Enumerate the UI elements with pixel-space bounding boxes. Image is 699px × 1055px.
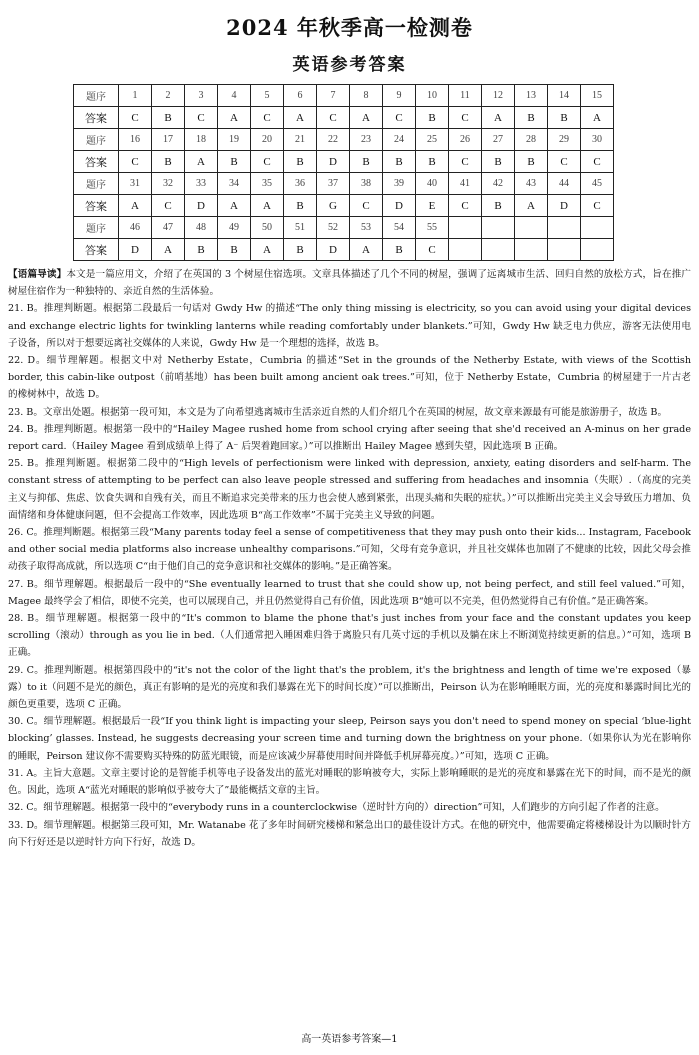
answer-cell: B xyxy=(416,151,449,173)
question-number-cell: 52 xyxy=(317,217,350,239)
answer-cell: C xyxy=(416,239,449,261)
question-number-cell: 43 xyxy=(515,173,548,195)
answer-cell: B xyxy=(152,151,185,173)
question-number-cell: 8 xyxy=(350,85,383,107)
question-label-cell: 题序 xyxy=(74,173,119,195)
answer-row xyxy=(74,239,614,261)
question-number-cell: 41 xyxy=(449,173,482,195)
answer-cell xyxy=(548,239,581,261)
answer-cell: B xyxy=(350,151,383,173)
question-number-cell: 4 xyxy=(218,85,251,107)
answer-cell: A xyxy=(152,239,185,261)
explanation-list xyxy=(8,300,691,851)
answer-cell: B xyxy=(185,239,218,261)
answer-cell: E xyxy=(416,195,449,217)
explanation-item: 23. B。文章出处题。根据第一段可知，本文是为了向希望逃离城市生活亲近自然的人们介绍几个在英国的树屋，故文章来源最有可能是旅游册子，故选 B。 xyxy=(8,406,668,418)
explanation-item: 27. B。细节理解题。根据最后一段中的“She eventually learned to trust that she could show up, not being perfect, and still feel valued.”可知，Magee 最终学会了相信，即使不完美，也可以展现自己，并且仍然觉得自己有价值，因此选项 B“她可以不完美，但仍然觉得自己有价值。”是正确答案。 xyxy=(8,578,691,607)
answer-cell: B xyxy=(218,151,251,173)
answer-cell: B xyxy=(218,239,251,261)
question-number-cell: 36 xyxy=(284,173,317,195)
answer-cell: A xyxy=(251,195,284,217)
question-number-cell: 19 xyxy=(218,129,251,151)
question-number-cell xyxy=(449,217,482,239)
question-number-cell: 33 xyxy=(185,173,218,195)
question-number-cell: 54 xyxy=(383,217,416,239)
explanation-item: 22. D。细节理解题。根据文中对 Netherby Estate，Cumbria 的描述“Set in the grounds of the Netherby Estate, with views of the Scottish border, this cabin-like outpost（前哨基地）has been built among ancient oak trees.”可知，位于 Netherby Estate，Cumbria 的树屋建于一片古老的橡树林中，故选 D。 xyxy=(8,355,691,401)
question-number-cell: 42 xyxy=(482,173,515,195)
question-number-cell: 32 xyxy=(152,173,185,195)
answer-cell: B xyxy=(416,107,449,129)
question-number-cell: 16 xyxy=(119,129,152,151)
question-number-cell: 11 xyxy=(449,85,482,107)
question-number-cell: 53 xyxy=(350,217,383,239)
answer-label-cell: 答案 xyxy=(74,107,119,129)
answer-cell: A xyxy=(482,107,515,129)
question-number-row xyxy=(74,129,614,151)
answer-cell: A xyxy=(581,107,614,129)
answer-cell: B xyxy=(482,195,515,217)
answer-cell: D xyxy=(317,239,350,261)
question-number-cell: 1 xyxy=(119,85,152,107)
question-number-cell: 13 xyxy=(515,85,548,107)
question-number-cell xyxy=(548,217,581,239)
answer-cell: B xyxy=(383,239,416,261)
answer-cell: B xyxy=(284,195,317,217)
question-number-cell: 49 xyxy=(218,217,251,239)
answer-cell xyxy=(449,239,482,261)
question-number-cell: 46 xyxy=(119,217,152,239)
question-number-cell: 30 xyxy=(581,129,614,151)
answer-cell xyxy=(482,239,515,261)
answer-cell: D xyxy=(383,195,416,217)
question-number-cell: 39 xyxy=(383,173,416,195)
answer-cell: C xyxy=(581,195,614,217)
answer-cell: A xyxy=(185,151,218,173)
answer-cell: C xyxy=(251,151,284,173)
question-number-cell: 18 xyxy=(185,129,218,151)
question-number-cell: 51 xyxy=(284,217,317,239)
question-number-cell: 55 xyxy=(416,217,449,239)
question-number-cell: 3 xyxy=(185,85,218,107)
answer-cell: C xyxy=(317,107,350,129)
answer-cell xyxy=(515,239,548,261)
question-label-cell: 题序 xyxy=(74,85,119,107)
question-label-cell: 题序 xyxy=(74,217,119,239)
answer-cell: D xyxy=(185,195,218,217)
answer-cell: C xyxy=(449,195,482,217)
question-number-cell: 38 xyxy=(350,173,383,195)
answer-label-cell: 答案 xyxy=(74,151,119,173)
answer-cell: A xyxy=(515,195,548,217)
question-number-cell: 47 xyxy=(152,217,185,239)
question-number-cell: 23 xyxy=(350,129,383,151)
answer-cell: G xyxy=(317,195,350,217)
question-number-cell: 6 xyxy=(284,85,317,107)
question-number-row xyxy=(74,173,614,195)
question-number-cell xyxy=(515,217,548,239)
page-title: 2024 年秋季高一检测卷 xyxy=(226,15,473,40)
answer-cell: A xyxy=(284,107,317,129)
question-number-cell: 34 xyxy=(218,173,251,195)
answer-explanations xyxy=(8,266,691,851)
question-number-cell: 28 xyxy=(515,129,548,151)
question-number-row xyxy=(74,85,614,107)
question-number-cell: 25 xyxy=(416,129,449,151)
question-number-cell: 21 xyxy=(284,129,317,151)
answer-cell: D xyxy=(317,151,350,173)
question-number-cell: 29 xyxy=(548,129,581,151)
answer-cell: B xyxy=(284,239,317,261)
explanation-item: 25. B。推理判断题。根据第二段中的“High levels of perfectionism were linked with depression, anxiety, eating disorders and self-harm. The constant stress of attempting to be perfect can also leave people stressed and suffering from headaches and insomnia（失眠）.（高度的完美主义与抑郁、焦虑、饮食失调和自残有关，而且不断追求完美带来的压力也会使人感到紧张，出现头痛和失眠的症状。）”可以推断出完美主义会导致压力增加、负面情绪和身体健康问题，但不会提高工作效率，因此选项 B“高工作效率”不属于完美主义导致的问题。 xyxy=(8,458,691,521)
answer-cell: C xyxy=(449,107,482,129)
explanation-item: 21. B。推理判断题。根据第二段最后一句话对 Gwdy Hw 的描述“The only thing missing is electricity, so you can avoid using your digital devices and exchange electric lights for twinkling lanterns while reading comfortably under blankets.”可知，Gwdy Hw 缺乏电力供应，游客无法使用电子设备，所以对于想要远离社交媒体的人来说，Gwdy Hw 是一个理想的选择，故选 B。 xyxy=(8,303,691,349)
page-subtitle: 英语参考答案 xyxy=(292,55,407,75)
answer-cell: C xyxy=(119,107,152,129)
answer-cell: B xyxy=(482,151,515,173)
question-number-cell: 31 xyxy=(119,173,152,195)
answer-cell: C xyxy=(581,151,614,173)
answer-cell: D xyxy=(548,195,581,217)
answer-row xyxy=(74,151,614,173)
question-number-cell: 20 xyxy=(251,129,284,151)
question-number-cell: 45 xyxy=(581,173,614,195)
answer-cell: C xyxy=(185,107,218,129)
question-number-cell: 44 xyxy=(548,173,581,195)
guide-label: 【语篇导读】 xyxy=(8,269,67,280)
answer-row xyxy=(74,195,614,217)
explanation-item: 32. C。细节理解题。根据第一段中的“everybody runs in a counterclockwise（逆时针方向的）direction”可知，人们跑步的方向引起了作者的注意。 xyxy=(8,802,665,814)
explanation-item: 33. D。细节理解题。根据第三段可知，Mr. Watanabe 花了多年时间研究楼梯和紧急出口的最佳设计方式。在他的研究中，他需要确定将楼梯设计为以顺时针方向下行好还是以逆时针方向下行好，故选 D。 xyxy=(8,819,691,848)
answer-cell: A xyxy=(218,195,251,217)
answer-cell xyxy=(581,239,614,261)
answer-cell: C xyxy=(152,195,185,217)
answer-cell: C xyxy=(383,107,416,129)
question-number-cell: 37 xyxy=(317,173,350,195)
question-number-cell: 27 xyxy=(482,129,515,151)
question-number-cell: 22 xyxy=(317,129,350,151)
answer-cell: D xyxy=(119,239,152,261)
question-number-cell: 15 xyxy=(581,85,614,107)
question-number-cell: 24 xyxy=(383,129,416,151)
question-number-cell xyxy=(482,217,515,239)
answer-label-cell: 答案 xyxy=(74,239,119,261)
question-number-cell xyxy=(581,217,614,239)
explanation-item: 29. C。推理判断题。根据第四段中的“it's not the color of the light that's the problem, it's the brightness and length of time we're exposed（暴露）to it（问题不是光的颜色，真正有影响的是光的亮度和我们暴露在光下的时间长度）”可以推断出，Peirson 认为在影响睡眠方面，光的亮度和暴露时间比光的颜色更重要，选项 C 正确。 xyxy=(8,664,691,711)
reading-guide xyxy=(8,266,691,300)
question-number-cell: 17 xyxy=(152,129,185,151)
answer-cell: B xyxy=(383,151,416,173)
guide-text: 本文是一篇应用文，介绍了在英国的 3 个树屋住宿选项。文章具体描述了几个不同的树屋，强调了远离城市生活、回归自然的放松方式，旨在推广树屋住宿作为一种独特的、亲近自然的生活体验。 xyxy=(8,269,692,298)
answer-cell: C xyxy=(350,195,383,217)
answer-cell: A xyxy=(350,107,383,129)
answer-cell: B xyxy=(152,107,185,129)
question-number-cell: 9 xyxy=(383,85,416,107)
answer-row xyxy=(74,107,614,129)
question-number-cell: 7 xyxy=(317,85,350,107)
answer-cell: C xyxy=(119,151,152,173)
answer-cell: C xyxy=(449,151,482,173)
question-number-cell: 35 xyxy=(251,173,284,195)
answer-cell: C xyxy=(548,151,581,173)
answer-cell: B xyxy=(515,107,548,129)
answer-cell: A xyxy=(119,195,152,217)
question-number-cell: 40 xyxy=(416,173,449,195)
question-number-cell: 12 xyxy=(482,85,515,107)
explanation-item: 31. A。主旨大意题。文章主要讨论的是智能手机等电子设备发出的蓝光对睡眠的影响被夸大，实际上影响睡眠的是光的亮度和暴露在光下的时间，而不是光的颜色。因此，选项 A“蓝光对睡眠的影响似乎被夸大了”最能概括文章的主旨。 xyxy=(8,767,691,797)
question-number-cell: 14 xyxy=(548,85,581,107)
explanation-item: 26. C。推理判断题。根据第三段“Many parents today feel a sense of competitiveness that they may push onto their kids... Instagram, Facebook and other social media platforms also increase unhealthy comparisons.”可知，父母有竞争意识，并且社交媒体也加剧了不健康的比较，因此父母会推动孩子取得高成就，所以选项 C“由于他们自己的竞争意识和社交媒体的影响。”是正确答案。 xyxy=(8,527,691,573)
explanation-item: 30. C。细节理解题。根据最后一段“If you think light is impacting your sleep, Peirson says you don't need to spend money on special ‘blue-light blocking’ glasses. Instead, he suggests decreasing your screen time and turning down the brightness on your phone.（如果你认为光在影响你的睡眠，Peirson 建议你不需要购买特殊的防蓝光眼镜，而是应该减少屏幕使用时间并降低手机屏幕亮度。）”可知，选项 C 正确。 xyxy=(8,716,691,762)
question-number-cell: 5 xyxy=(251,85,284,107)
question-number-cell: 26 xyxy=(449,129,482,151)
question-number-cell: 2 xyxy=(152,85,185,107)
answer-cell: A xyxy=(350,239,383,261)
question-number-cell: 50 xyxy=(251,217,284,239)
explanation-item: 24. B。推理判断题。根据第一段中的“Hailey Magee rushed home from school crying after seeing that she'd received an A-minus on her grade report card.（Hailey Magee 看到成绩单上得了 A⁻ 后哭着跑回家。）”可以推断出 Hailey Magee 感到失望，因此选项 B 正确。 xyxy=(8,423,691,453)
question-number-row xyxy=(74,217,614,239)
answer-cell: B xyxy=(548,107,581,129)
answer-cell: C xyxy=(251,107,284,129)
question-label-cell: 题序 xyxy=(74,129,119,151)
page-footer: 高一英语参考答案—1 xyxy=(301,1034,398,1045)
explanation-item: 28. B。细节理解题。根据第一段中的“It's common to blame the phone that's just inches from your face and the constant updates you keep scrolling（滚动）through as you lie in bed.（人们通常把入睡困难归咎于离脸只有几英寸远的手机以及躺在床上不断浏览持续更新的信息。）”可知，选项 B 正确。 xyxy=(8,613,691,659)
answer-cell: B xyxy=(284,151,317,173)
answer-table xyxy=(73,84,614,261)
answer-cell: A xyxy=(218,107,251,129)
question-number-cell: 48 xyxy=(185,217,218,239)
answer-label-cell: 答案 xyxy=(74,195,119,217)
question-number-cell: 10 xyxy=(416,85,449,107)
answer-cell: B xyxy=(515,151,548,173)
answer-cell: A xyxy=(251,239,284,261)
